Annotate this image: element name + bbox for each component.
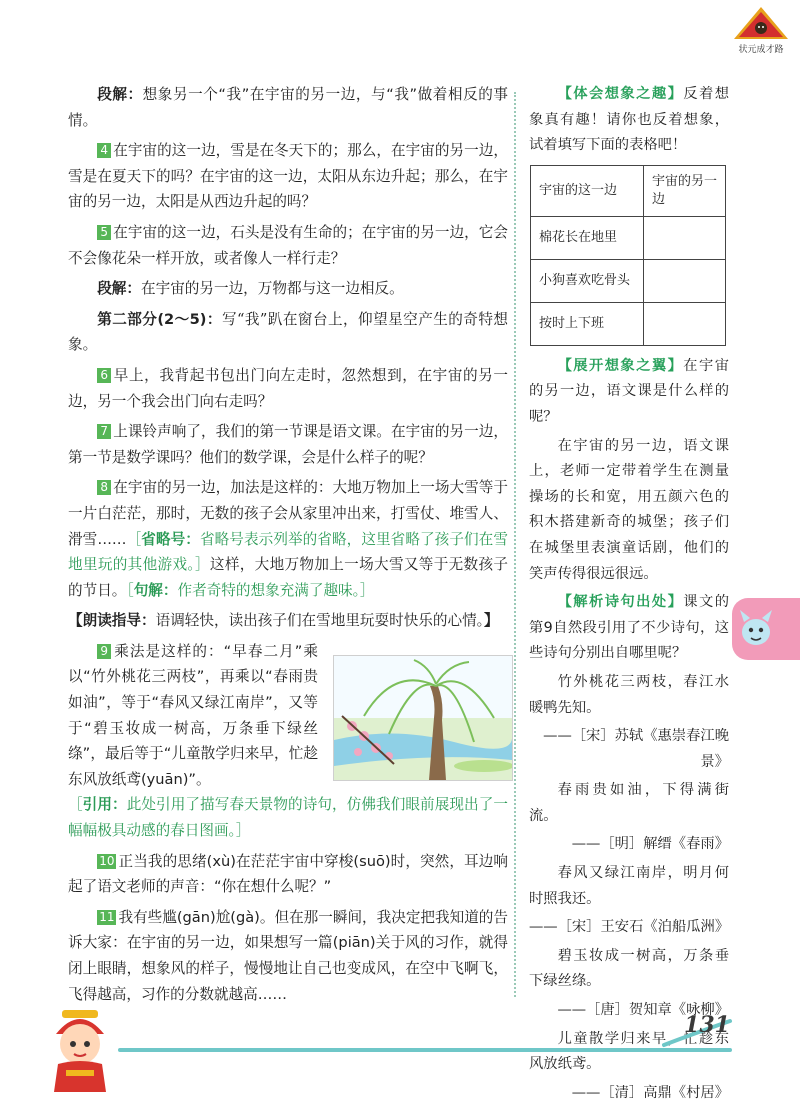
paragraph-8 bbox=[68, 475, 508, 603]
annotation-sentence bbox=[126, 582, 374, 599]
paragraph-number-badge: 5 bbox=[97, 225, 111, 240]
paragraph-5 bbox=[68, 220, 508, 271]
table-row bbox=[531, 259, 726, 302]
label-separator: ： bbox=[162, 581, 178, 599]
bracket-open: 【 bbox=[68, 612, 83, 630]
part-two-summary bbox=[68, 307, 508, 358]
paragraph-text: 在宇宙的另一边，万物都与这一边相反。 bbox=[141, 280, 404, 298]
answer-blank-cell[interactable] bbox=[644, 216, 726, 259]
poem-line: 竹外桃花三两枝，春江水暖鸭先知。 bbox=[529, 673, 729, 716]
section-title: 【展开想象之翼】 bbox=[557, 357, 684, 374]
table-cell: 按时上下班 bbox=[531, 302, 644, 345]
poem-line: 碧玉妆成一树高，万条垂下绿丝绦。 bbox=[529, 947, 729, 990]
imagination-wings-section bbox=[529, 354, 729, 431]
answer-blank-cell[interactable] bbox=[644, 259, 726, 302]
poem-source: ——［宋］王安石《泊船瓜洲》 bbox=[529, 919, 730, 936]
paragraph-text: 乘法是这样的：“早春二月”乘以“竹外桃花三两枝”，再乘以“春雨贵如油”，等于“春风又绿江南岸”，又等于“碧玉妆成一树高，万条垂下绿丝绦”，最后等于“儿童散学归来早，忙趁东风放纸鸢(yuān)”。 bbox=[68, 642, 318, 788]
annotation-citation bbox=[68, 796, 508, 839]
paragraph-number-badge: 8 bbox=[97, 480, 111, 495]
paragraph-11 bbox=[68, 905, 508, 1007]
paragraph-text: 写“我”趴在窗台上，仰望星空产生的奇特想象。 bbox=[68, 310, 508, 354]
label-separator: ： bbox=[206, 310, 222, 328]
label-separator: ： bbox=[127, 86, 143, 103]
table-cell: 小狗喜欢吃骨头 bbox=[531, 259, 644, 302]
paragraph-6 bbox=[68, 363, 508, 414]
main-text-column bbox=[68, 82, 508, 1012]
paragraph-text: 我有些尴(gān)尬(gà)。但在那一瞬间，我决定把我知道的告诉大家：在宇宙的另一边，如果想写一篇(piān)关于风的习作，就得闭上眼睛，想象风的样子，慢慢地让自己也变成风，在空中飞啊飞，飞得越高，习作的分数就越高…… bbox=[68, 908, 508, 1003]
paragraph-10 bbox=[68, 849, 508, 900]
annotation-label: 省略号 bbox=[141, 530, 186, 548]
annotation-label: 句解 bbox=[133, 581, 163, 599]
paragraph-text: 在宇宙的另一边，加法是这样的：大地万物加上一场大雪等于一片白茫茫，那时，无数的孩子会从家里冲出来，打雪仗、堆雪人、滑雪…… bbox=[68, 479, 508, 548]
cartoon-boy-mascot bbox=[40, 1000, 120, 1092]
bracket-close: ］ bbox=[359, 581, 375, 599]
table-row bbox=[531, 216, 726, 259]
reading-guide-text: 语调轻快，读出孩子们在雪地里玩耍时快乐的心情。 bbox=[155, 612, 484, 630]
poem-source: ——［宋］苏轼《惠崇春江晚景》 bbox=[543, 728, 729, 770]
paragraph-number-badge: 9 bbox=[97, 644, 111, 659]
part-label: 第二部分(2～5) bbox=[97, 310, 207, 328]
poem-source: ——［清］高鼎《村居》 bbox=[571, 1084, 729, 1101]
paragraph-text: 在宇宙的这一边，雪是在冬天下的；那么，在宇宙的另一边，雪是在夏天下的吗？在宇宙的这一边，太阳从东边升起；那么，在宇宙的另一边，太阳是从西边升起的吗？ bbox=[68, 142, 508, 211]
section-explanation-label: 段解 bbox=[97, 280, 127, 298]
reading-guide-label: 朗读指导 bbox=[82, 612, 141, 630]
paragraph-number-badge: 10 bbox=[99, 853, 115, 868]
paragraph-text: 正当我的思绪(xù)在茫茫宇宙中穿梭(suō)时，突然，耳边响起了语文老师的声音：“你在想什么呢？” bbox=[68, 852, 508, 896]
annotation-text: 省略号表示列举的省略，这里省略了孩子们在雪地里玩的其他游戏。 bbox=[68, 530, 508, 574]
poem-source: ——［明］解缙《春雨》 bbox=[571, 836, 729, 853]
label-separator: ： bbox=[185, 530, 200, 548]
poem-line: 春雨贵如油，下得满街流。 bbox=[529, 782, 729, 824]
bracket-close: ］ bbox=[194, 556, 210, 574]
poem-source-section bbox=[529, 590, 729, 667]
spring-willow-illustration bbox=[333, 655, 513, 781]
label-separator: ： bbox=[112, 796, 127, 814]
paragraph-4 bbox=[68, 138, 508, 215]
section-text: 在宇宙的另一边，语文课是什么样的呢？ bbox=[529, 357, 729, 425]
chapter-side-tab bbox=[732, 598, 800, 660]
dragon-mascot-icon bbox=[736, 606, 776, 652]
page-number: 131 bbox=[684, 1012, 730, 1038]
annotation-quotation bbox=[68, 792, 508, 843]
section-title: 【体会想象之趣】 bbox=[557, 86, 684, 102]
publisher-logo bbox=[732, 6, 790, 54]
paragraph-text: 在宇宙的这一边，石头是没有生命的；在宇宙的另一边，它会不会像花朵一样开放，或者像人一样行走？ bbox=[68, 223, 508, 267]
reading-guide bbox=[68, 608, 508, 634]
paragraph-number-badge: 11 bbox=[99, 909, 115, 924]
paragraph-number-badge: 6 bbox=[97, 368, 111, 383]
answer-blank-cell[interactable] bbox=[644, 302, 726, 345]
paragraph-section-explanation-2 bbox=[68, 276, 508, 302]
logo-text: 状元成才路 bbox=[738, 45, 784, 55]
paragraph-text: 早上，我背起书包出门向左走时，忽然想到，在宇宙的另一边，另一个我会出门向右走吗？ bbox=[68, 366, 508, 410]
section-text: 课文的第9自然段引用了不少诗句，这些诗句分别出自哪里呢？ bbox=[529, 594, 729, 662]
paragraph-text: 上课铃声响了，我们的第一节课是语文课。在宇宙的另一边，第一节是数学课吗？他们的数学课，会是什么样子的呢？ bbox=[68, 423, 508, 466]
paragraph-7 bbox=[68, 419, 508, 470]
poem-line: 儿童散学归来早，忙趁东风放纸鸢。 bbox=[529, 1030, 729, 1073]
paragraph-number-badge: 7 bbox=[97, 424, 111, 439]
table-header-cell: 宇宙的另一边 bbox=[644, 165, 726, 216]
sidebar-notes-column bbox=[529, 82, 729, 1109]
annotation-text: 作者奇特的想象充满了趣味。 bbox=[177, 581, 360, 599]
paragraph-number-badge: 4 bbox=[97, 143, 111, 158]
poem-source: ——［唐］贺知章《咏柳》 bbox=[557, 1002, 729, 1019]
bracket-open: ［ bbox=[126, 530, 142, 548]
poem-line: 春风又绿江南岸，明月何时照我还。 bbox=[529, 865, 729, 907]
section-title: 【解析诗句出处】 bbox=[557, 594, 684, 611]
sample-answer: 在宇宙的另一边，语文课上，老师一定带着学生在测量操场的长和宽，用五颜六色的积木搭建新奇的城堡；孩子们在城堡里表演童话剧，他们的笑声传得很远很远。 bbox=[529, 437, 729, 582]
table-row bbox=[531, 302, 726, 345]
footer-rule bbox=[118, 1048, 732, 1052]
column-divider bbox=[514, 92, 516, 997]
label-separator: ： bbox=[141, 612, 156, 630]
section-text: 反着想象真有趣！请你也反着想象，试着填写下面的表格吧！ bbox=[529, 86, 729, 154]
table-header-row bbox=[531, 165, 726, 216]
paragraph-section-explanation-1 bbox=[68, 82, 508, 133]
table-cell: 棉花长在地里 bbox=[531, 216, 644, 259]
label-separator: ： bbox=[126, 280, 141, 298]
imagination-fun-section bbox=[529, 82, 729, 159]
annotation-label: 引用 bbox=[82, 796, 113, 814]
imagination-table bbox=[530, 165, 726, 346]
annotation-text: 此处引用了描写春天景物的诗句，仿佛我们眼前展现出了一幅幅极具动感的春日图画。 bbox=[68, 796, 508, 840]
bracket-open: ［ bbox=[68, 796, 83, 814]
logo-emblem-icon bbox=[732, 6, 790, 40]
paragraph-text: 这样，大地万物加上一场大雪又等于无数孩子的节日。 bbox=[68, 556, 508, 599]
bracket-close: 】 bbox=[483, 612, 499, 630]
section-explanation-label: 段解 bbox=[97, 86, 128, 103]
cartoon-boy-icon bbox=[40, 1000, 120, 1092]
paragraph-text: 想象另一个“我”在宇宙的另一边，与“我”做着相反的事情。 bbox=[68, 86, 508, 129]
table-header-cell: 宇宙的这一边 bbox=[531, 165, 644, 216]
bracket-open: ［ bbox=[126, 581, 134, 599]
bracket-close: ］ bbox=[235, 822, 251, 840]
